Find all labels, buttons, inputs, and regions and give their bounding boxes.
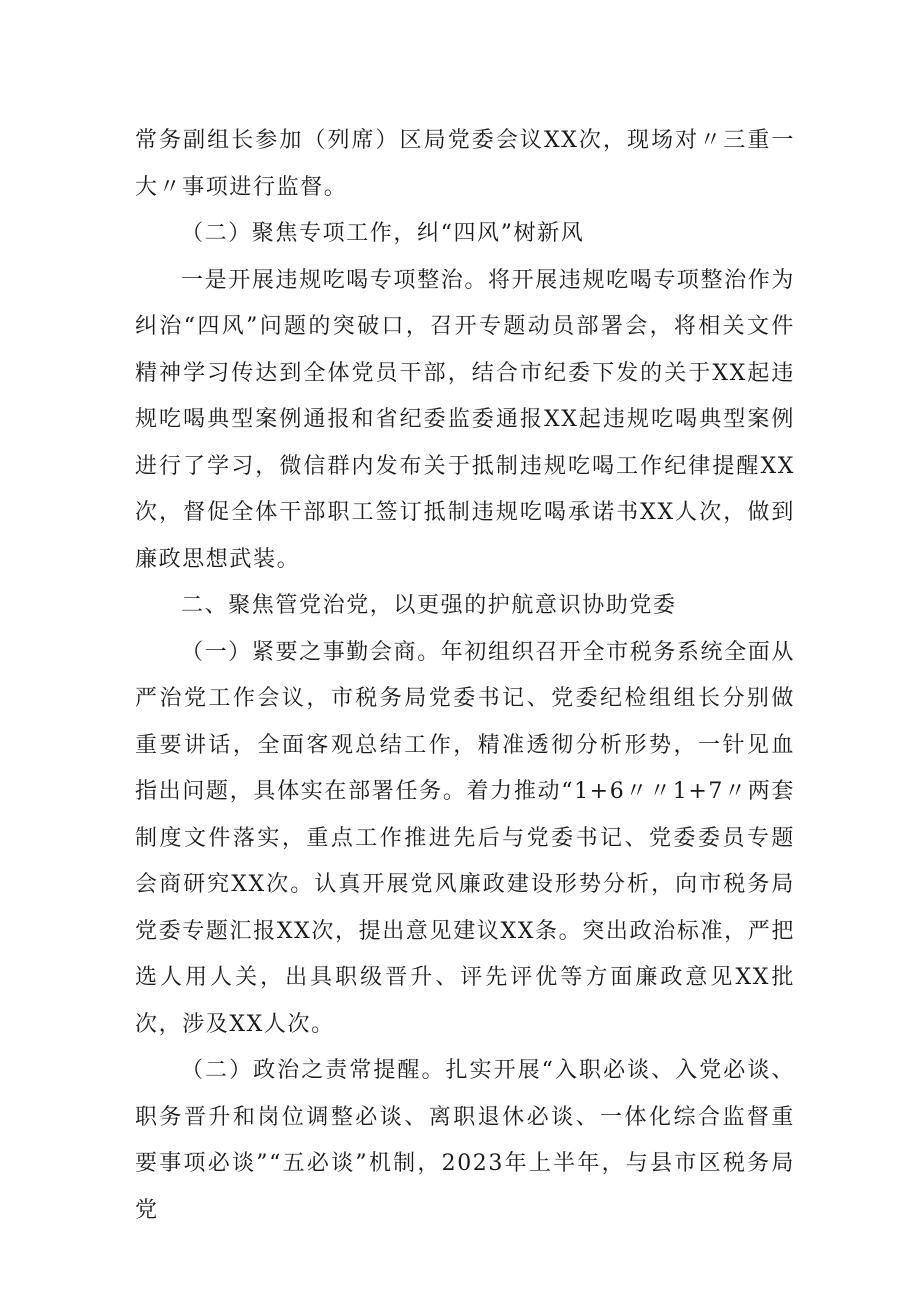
paragraph-dining-rectification: 一是开展违规吃喝专项整治。将开展违规吃喝专项整治作为纠治“四风”问题的突破口，召开专题动员部署会，将相关文件精神学习传达到全体党员干部，结合市纪委下发的关于XX起违规吃喝典型案例通报和省纪委监委通报XX起违规吃喝典型案例进行了学习，微信群内发布关于抵制违规吃喝工作纪律提醒XX次，督促全体干部职工签订抵制违规吃喝承诺书XX人次，做到廉政思想武装。 bbox=[135, 267, 795, 572]
subheading-four-winds: （二）聚焦专项工作，纠“四风”树新风 bbox=[181, 221, 585, 246]
paragraph-consultation: （一）紧要之事勤会商。年初组织召开全市税务系统全面从严治党工作会议，市税务局党委书记、党委纪检组组长分别做重要讲话，全面客观总结工作，精准透彻分析形势，一针见血指出问题，具体实在部署任务。着力推动“1+6〃〃1+7〃两套制度文件落实，重点工作推进先后与党委书记、党委委员专题会商研究XX次。认真开展党风廉政建设形势分析，向市税务局党委专题汇报XX次，提出意见建议XX条。突出政治标准，严把选人用人关，出具职级晋升、评先评优等方面廉政意见XX批次，涉及XX人次。 bbox=[135, 639, 795, 1037]
paragraph-political-reminder: （二）政治之责常提醒。扎实开展“入职必谈、入党必谈、职务晋升和岗位调整必谈、离职退休必谈、一体化综合监督重要事项必谈”“五必谈”机制，2023年上半年，与县市区税务局党 bbox=[135, 1058, 795, 1223]
section-heading-party-governance: 二、聚焦管党治党，以更强的护航意识协助党委 bbox=[181, 593, 677, 618]
document-body bbox=[135, 118, 795, 1234]
paragraph-continuation: 常务副组长参加（列席）区局党委会议XX次，现场对〃三重一大〃事项进行监督。 bbox=[135, 128, 795, 200]
